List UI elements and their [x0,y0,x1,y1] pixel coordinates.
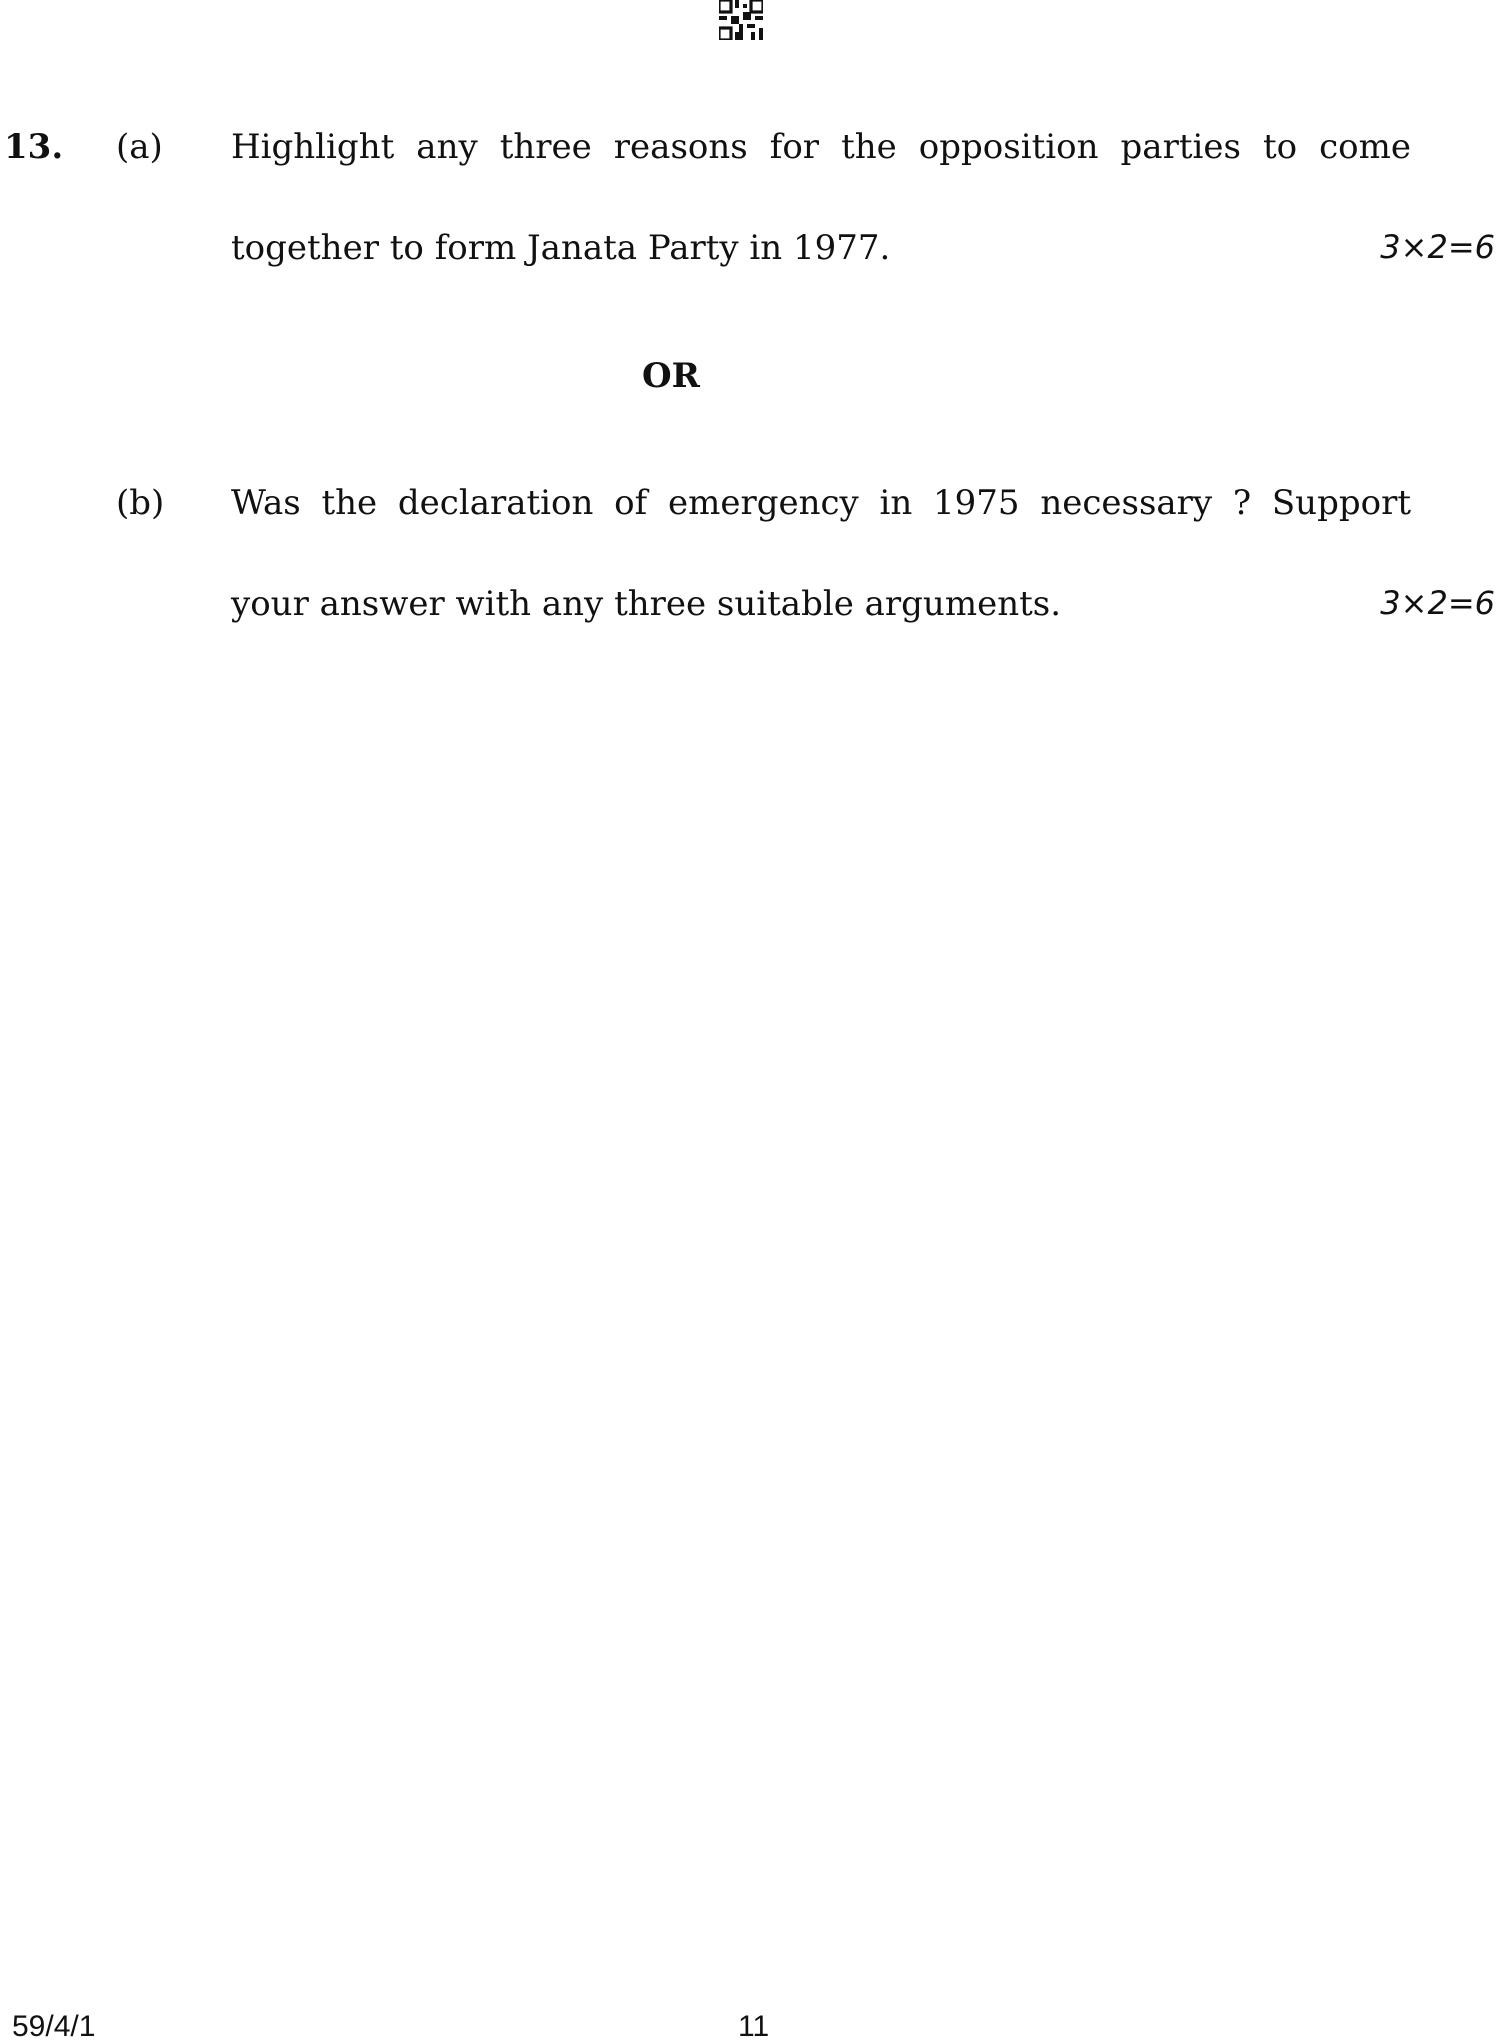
part-b-text-line2: your answer with any three suitable arguments. [231,584,1062,624]
or-separator: OR [642,356,700,396]
qr-code [719,0,763,40]
part-a-text-line1: Highlight any three reasons for the opposition parties to come [231,127,1411,167]
part-b-text-line1: Was the declaration of emergency in 1975 necessary ? Support [231,483,1411,523]
paper-code: 59/4/1 [12,2010,96,2043]
part-b-label: (b) [116,483,165,523]
page-number: 11 [738,2010,770,2043]
part-a-text-line2: together to form Janata Party in 1977. [231,228,891,268]
part-b-marks: 3×2=6 [1380,584,1495,622]
part-a-marks: 3×2=6 [1380,228,1495,266]
part-a-label: (a) [116,127,163,167]
question-number: 13. [4,127,64,167]
